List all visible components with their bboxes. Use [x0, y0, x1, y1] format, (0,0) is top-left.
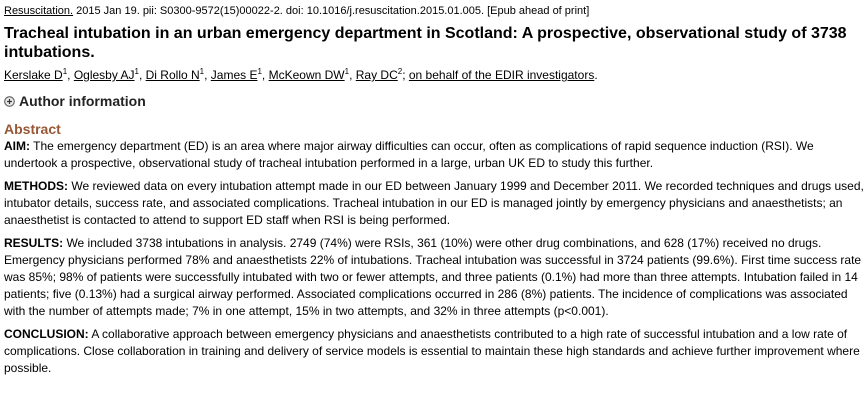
author-information-label: Author information: [19, 93, 146, 109]
author-affiliation-sup: 1: [62, 67, 68, 76]
article-page: [4, 4, 864, 377]
author-list: Kerslake $D^1$, Oglesby $AJ^1$, Di Rollo $N^1$, James $E^1$, McKeown $DW^1$, Ray $DC^2$; on behalf of the EDIR investigators.: [4, 67, 598, 82]
author-affiliation-sup: 2: [397, 67, 403, 76]
author-affiliation-sup: 1: [134, 67, 139, 76]
abstract-conclusion: [4, 326, 864, 377]
section-text: A collaborative approach between emergency physicians and anaesthetists contributed to a high rate of successful intubation and a low rate of complications. Close collaboration in training and delivery of service models is essential to maintain these high standards and achieve further improvement where possible.: [4, 327, 860, 375]
abstract-aim: [4, 138, 864, 172]
author-link[interactable]: James E: [210, 68, 258, 82]
collective-author-link[interactable]: on behalf of the EDIR investigators: [408, 68, 595, 82]
plus-circle-icon: [4, 96, 15, 107]
abstract-results: [4, 235, 864, 320]
section-label: RESULTS:: [4, 236, 64, 250]
abstract-methods: [4, 178, 864, 229]
author-link[interactable]: Ray DC: [355, 68, 398, 82]
author-affiliation-sup: 1: [199, 67, 205, 76]
author-link[interactable]: McKeown DW: [268, 68, 345, 82]
section-label: CONCLUSION:: [4, 327, 89, 341]
section-text: We included 3738 intubations in analysis. 2749 (74%) were RSIs, 361 (10%) were other drug combinations, and 628 (17%) received no drugs. Emergency physicians performed 78% and anaesthetists 22% of intubations. Tracheal intubation was successful in 3724 patients (99.6%). First time success rate was 85%; 98% of patients were successfully intubated with two or fewer attempts, and three patients (0.1%) had more than three attempts. Intubation failed in 14 patients; five (0.13%) had a surgical airway performed. Associated complications occurred in 286 (8%) patients. The incidence of complications was associated with the number of attempts made; 7% in one attempt, 15% in two attempts, and 32% in three attempts (p<0.001).: [4, 236, 862, 318]
section-text: The emergency department (ED) is an area where major airway difficulties can occur, often as complications of rapid sequence induction (RSI). We undertook a prospective, observational study of tracheal intubation performed in a large, urban UK ED to study this further.: [4, 139, 814, 170]
citation-details: 2015 Jan 19. pii: S0300-9572(15)00022-2. doi: 10.1016/j.resuscitation.2015.01.005. [Epub ahead of print]: [73, 5, 590, 17]
section-label: AIM:: [4, 139, 30, 153]
section-label: METHODS:: [4, 179, 68, 193]
section-text: We reviewed data on every intubation attempt made in our ED between January 1999 and December 2011. We recorded techniques and drugs used, intubator details, success rate, and associated complications. Tracheal intubation in our ED is managed jointly by emergency physicians and anaesthetists; an anaesthetist is contacted to attend to support ED staff when RSI is being performed.: [4, 179, 864, 227]
author-link[interactable]: Kerslake D: [4, 68, 63, 82]
author-link[interactable]: Di Rollo N: [145, 68, 200, 82]
journal-link[interactable]: Resuscitation.: [4, 5, 74, 17]
author-link[interactable]: Oglesby AJ: [73, 68, 135, 82]
author-information-toggle[interactable]: [4, 93, 864, 109]
article-title: Tracheal intubation in an urban emergency department in Scotland: A prospective, observational study of 3738 intubations.: [4, 25, 847, 61]
citation-line: [4, 4, 864, 18]
abstract-heading: Abstract: [4, 121, 61, 137]
author-affiliation-sup: 1: [344, 67, 350, 76]
author-affiliation-sup: 1: [257, 67, 262, 76]
